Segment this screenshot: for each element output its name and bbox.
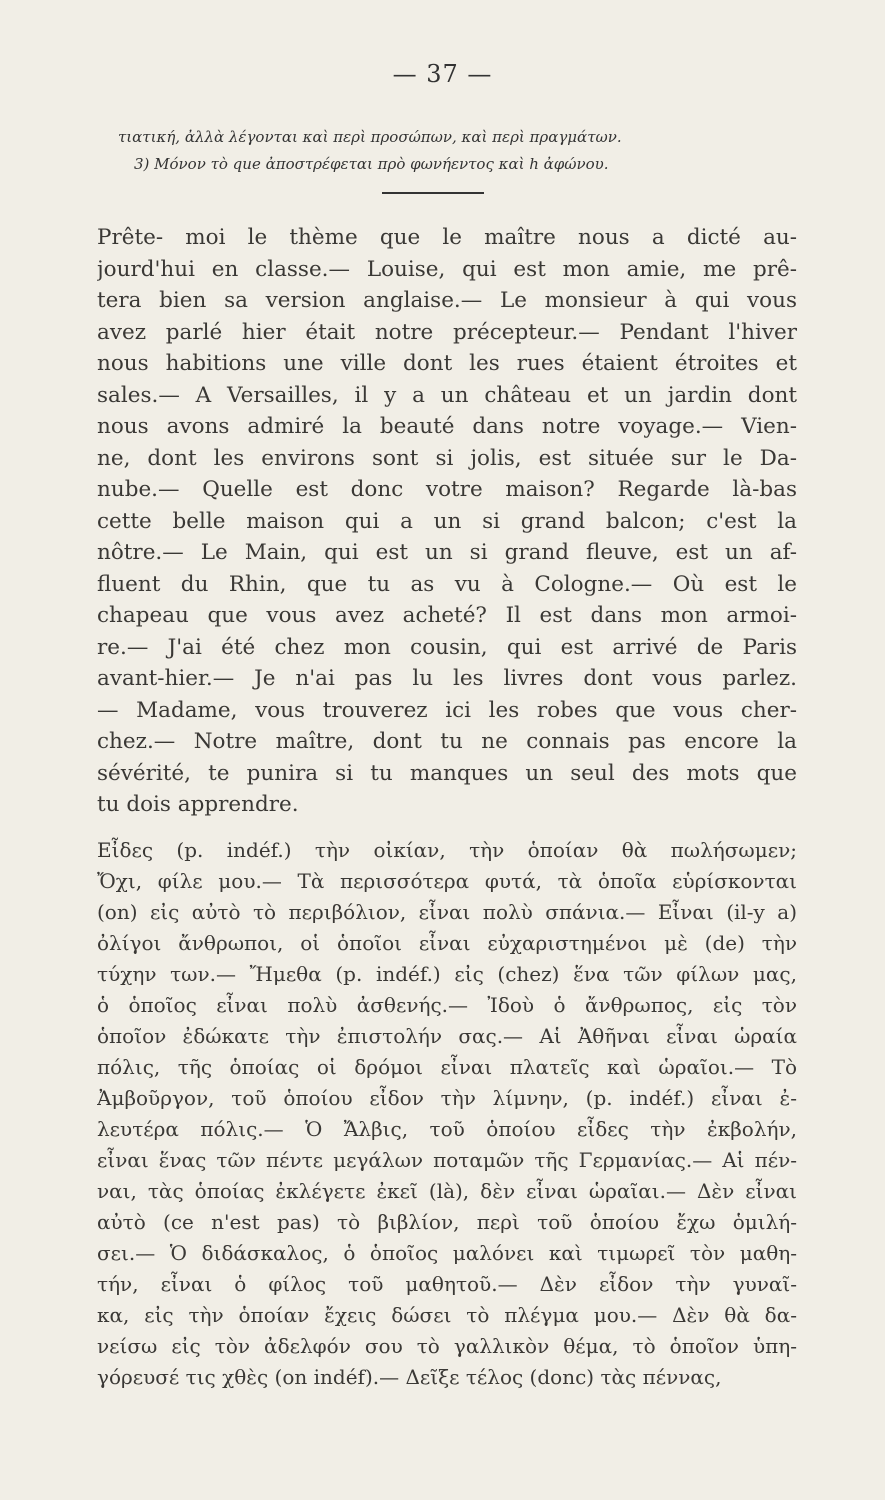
footnote-line: 3) Μόνον τὸ que ἀποστρέφεται πρὸ φωνήεντος καὶ h ἀφώνου.	[134, 155, 609, 173]
text-line: πόλις, τῆς ὁποίας οἱ δρόμοι εἶναι πλατεῖς καὶ ὡραῖοι.— Τὸ	[97, 1055, 797, 1079]
text-line: nôtre.— Le Main, qui est un si grand fleuve, est un af-	[97, 540, 797, 565]
text-line: chez.— Notre maître, dont tu ne connais pas encore la	[97, 729, 797, 754]
text-line: Prête- moi le thème que le maître nous a dicté au-	[97, 225, 797, 250]
text-line: γόρευσέ τις χθὲς (on indéf).— Δεῖξε τέλος (donc) τὰς πέννας,	[97, 1365, 722, 1389]
text-line: tera bien sa version anglaise.— Le monsieur à qui vous	[97, 288, 797, 313]
footnotes	[118, 124, 788, 178]
text-line: avez parlé hier était notre précepteur.— Pendant l'hiver	[97, 319, 797, 345]
text-line: nube.— Quelle est donc votre maison? Regarde là-bas	[97, 477, 797, 502]
text-line: ὁποῖον ἐδώκατε τὴν ἐπιστολήν σας.— Αἱ Ἀθῆναι εἶναι ὡραία	[97, 1024, 797, 1048]
footnote-line: τιατική, ἀλλὰ λέγονται καὶ περὶ προσώπων, καὶ περὶ πραγμάτων.	[118, 128, 622, 146]
text-line: re.— J'ai été chez mon cousin, qui est arrivé de Paris	[97, 634, 797, 660]
greek-exercise	[97, 835, 797, 1393]
text-line: nous habitions une ville dont les rues étaient étroites et	[97, 351, 797, 376]
text-line: αὐτὸ (ce n'est pas) τὸ βιβλίον, περὶ τοῦ ὁποίου ἔχω ὁμιλή-	[97, 1210, 797, 1234]
text-line: Ἀμβοῦργον, τοῦ ὁποίου εἶδον τὴν λίμνην, (p. indéf.) εἶναι ἐ-	[97, 1086, 797, 1110]
text-line: λευτέρα πόλις.— Ὁ Ἄλβις, τοῦ ὁποίου εἶδες τὴν ἐκβολήν,	[97, 1117, 797, 1141]
text-line: νείσω εἰς τὸν ἀδελφόν σου τὸ γαλλικὸν θέμα, τὸ ὁποῖον ὑπη-	[97, 1334, 797, 1358]
text-line: cette belle maison qui a un si grand balcon; c'est la	[97, 508, 797, 534]
text-line: fluent du Rhin, que tu as vu à Cologne.— Où est le	[97, 571, 797, 597]
text-line: ne, dont les environs sont si jolis, est située sur le Da-	[97, 445, 797, 471]
text-line: sévérité, te punira si tu manques un seul des mots que	[97, 760, 797, 786]
separator-rule	[382, 192, 484, 194]
text-line: — Madame, vous trouverez ici les robes que vous cher-	[97, 697, 797, 723]
text-line: chapeau que vous avez acheté? Il est dans mon armoi-	[97, 603, 797, 628]
text-line: ὀλίγοι ἄνθρωποι, οἱ ὁποῖοι εἶναι εὐχαριστημένοι μὲ (de) τὴν	[97, 931, 797, 955]
text-line: (on) εἰς αὐτὸ τὸ περιβόλιον, εἶναι πολὺ σπάνια.— Εἶναι (il-y a)	[97, 900, 797, 924]
text-line: tu dois apprendre.	[97, 792, 299, 817]
text-line: ναι, τὰς ὁποίας ἐκλέγετε ἐκεῖ (là), δὲν εἶναι ὡραῖαι.— Δὲν εἶναι	[97, 1179, 797, 1203]
text-line: sales.— A Versailles, il y a un château et un jardin dont	[97, 382, 797, 408]
page-number: — 37 —	[392, 60, 493, 88]
text-line: εἶναι ἕνας τῶν πέντε μεγάλων ποταμῶν τῆς Γερμανίας.— Αἱ πέν-	[97, 1148, 797, 1172]
text-line: σει.— Ὁ διδάσκαλος, ὁ ὁποῖος μαλόνει καὶ τιμωρεῖ τὸν μαθη-	[97, 1241, 797, 1265]
text-line: jourd'hui en classe.— Louise, qui est mon amie, me prê-	[97, 256, 797, 282]
text-line: τήν, εἶναι ὁ φίλος τοῦ μαθητοῦ.— Δὲν εἶδον τὴν γυναῖ-	[97, 1272, 797, 1296]
text-line: Εἶδες (p. indéf.) τὴν οἰκίαν, τὴν ὁποίαν θὰ πωλήσωμεν;	[97, 838, 797, 862]
french-exercise	[97, 222, 797, 821]
text-line: ὁ ὁποῖος εἶναι πολὺ ἀσθενής.— Ἰδοὺ ὁ ἄνθρωπος, εἰς τὸν	[97, 993, 797, 1017]
text-line: κα, εἰς τὴν ὁποίαν ἔχεις δώσει τὸ πλέγμα μου.— Δὲν θὰ δα-	[97, 1303, 797, 1327]
text-line: τύχην των.— Ἤμεθα (p. indéf.) εἰς (chez) ἕνα τῶν φίλων μας,	[97, 962, 797, 986]
text-line: Ὄχι, φίλε μου.— Τὰ περισσότερα φυτά, τὰ ὁποῖα εὑρίσκονται	[97, 869, 797, 893]
text-line: nous avons admiré la beauté dans notre voyage.— Vien-	[97, 414, 797, 439]
text-line: avant-hier.— Je n'ai pas lu les livres dont vous parlez.	[97, 666, 797, 691]
